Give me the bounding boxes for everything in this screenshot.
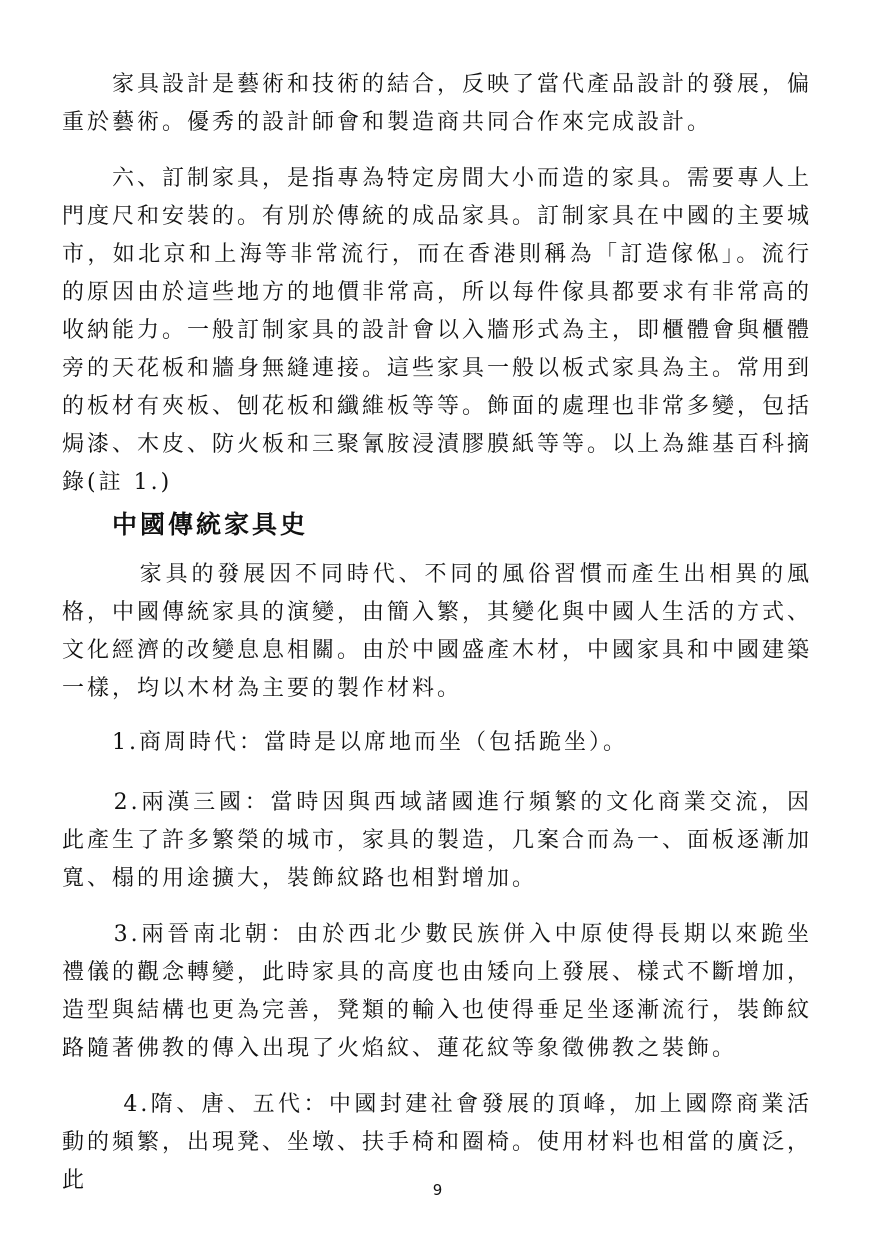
paragraph-sui-tang: 4.隋、唐、五代：中國封建社會發展的頂峰，加上國際商業活動的頻繁，出現凳、坐墩、扶手椅和圈椅。使用材料也相當的廣泛，此 — [62, 1092, 813, 1193]
paragraph-furniture-design: 家具設計是藝術和技術的結合，反映了當代產品設計的發展，偏重於藝術。優秀的設計師會和製造商共同合作來完成設計。 — [62, 72, 813, 135]
section-heading: 中國傳統家具史 — [112, 510, 309, 539]
paragraph-history-intro: 家具的發展因不同時代、不同的風俗習慣而產生出相異的風格，中國傳統家具的演變，由簡入繁，其變化與中國人生活的方式、文化經濟的改變息息相關。由於中國盛產木材，中國家具和中國建築一樣，均以木材為主要的製作材料。 — [62, 562, 813, 701]
paragraph-custom-furniture: 六、訂制家具，是指專為特定房間大小而造的家具。需要專人上門度尺和安裝的。有別於傳統的成品家具。訂制家具在中國的主要城市，如北京和上海等非常流行，而在香港則稱為「訂造傢俬」。流行的原因由於這些地方的地價非常高，所以每件傢具都要求有非常高的收納能力。一般訂制家具的設計會以入牆形式為主，即櫃體會與櫃體旁的天花板和牆身無縫連接。這些家具一般以板式家具為主。常用到的板材有夾板、刨花板和纖維板等等。飾面的處理也非常多變，包括焗漆、木皮、防火板和三聚氰胺浸漬膠膜紙等等。以上為維基百科摘錄(註 1.) — [62, 166, 813, 495]
page-number: 9 — [432, 1181, 443, 1199]
paragraph-jin-north-south: 3.兩晉南北朝：由於西北少數民族併入中原使得長期以來跪坐禮儀的觀念轉變，此時家具的高度也由矮向上發展、樣式不斷增加，造型與結構也更為完善，凳類的輸入也使得垂足坐逐漸流行，裝飾紋路隨著佛教的傳入出現了火焰紋、蓮花紋等象徵佛教之裝飾。 — [62, 922, 813, 1061]
paragraph-han-three-kingdoms: 2.兩漢三國：當時因與西域諸國進行頻繁的文化商業交流，因此產生了許多繁榮的城市，家具的製造，几案合而為一、面板逐漸加寬、榻的用途擴大，裝飾紋路也相對增加。 — [62, 790, 813, 891]
paragraph-shang-zhou: 1.商周時代：當時是以席地而坐（包括跪坐）。 — [62, 730, 628, 755]
